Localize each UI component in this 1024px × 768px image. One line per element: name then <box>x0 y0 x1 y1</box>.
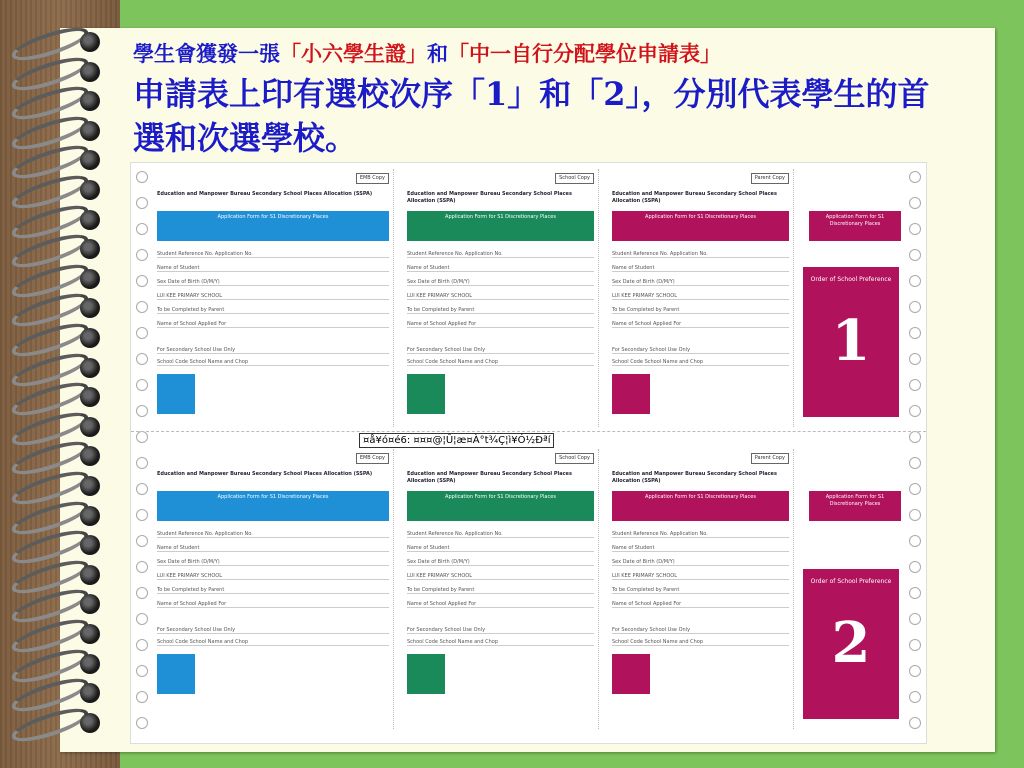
form-field: Student Reference No. Application No. <box>407 531 594 538</box>
spiral-ring <box>10 622 105 646</box>
title-part1: 學生會獲發一張 <box>133 41 280 66</box>
form-field: To be Completed by Parent <box>612 307 789 314</box>
spiral-binding <box>0 30 110 745</box>
perforation-hole <box>136 639 148 651</box>
perforation-hole <box>909 327 921 339</box>
perforation-hole <box>136 353 148 365</box>
perforation-hole <box>136 691 148 703</box>
form-field: Student Reference No. Application No. <box>612 251 789 258</box>
form-field: Student Reference No. Application No. <box>157 251 389 258</box>
form-field: To be Completed by Parent <box>612 587 789 594</box>
perforation-hole <box>909 275 921 287</box>
spiral-ring <box>10 148 105 172</box>
form-copy <box>608 169 794 427</box>
perforation-hole <box>136 379 148 391</box>
application-form-scan <box>130 162 927 744</box>
spiral-ring <box>10 119 105 143</box>
perforation-hole <box>909 509 921 521</box>
form-title: Education and Manpower Bureau Secondary School Places Allocation (SSPA) <box>612 471 777 484</box>
perforation-hole <box>136 665 148 677</box>
form-field: For Secondary School Use Only <box>407 627 594 634</box>
form-field: Student Reference No. Application No. <box>612 531 789 538</box>
perforation-hole <box>909 301 921 313</box>
form-field: Name of Student <box>407 265 594 272</box>
form-field: Name of School Applied For <box>157 601 389 608</box>
perforation-hole <box>136 171 148 183</box>
cut-line <box>131 431 926 432</box>
right-perforation <box>904 163 926 743</box>
form-field: School Code School Name and Chop <box>407 359 594 366</box>
form-field: LUI KEE PRIMARY SCHOOL <box>157 573 389 580</box>
form-field: Sex Date of Birth (D/M/Y) <box>157 279 389 286</box>
form-copy <box>608 449 794 729</box>
preference-label: Order of School Preference <box>810 276 892 283</box>
form-field: Student Reference No. Application No. <box>157 531 389 538</box>
spiral-ring <box>10 60 105 84</box>
copy-stamp: School Copy <box>555 453 594 464</box>
spiral-ring <box>10 474 105 498</box>
parent-copy-side <box>805 169 905 427</box>
form-field: LUI KEE PRIMARY SCHOOL <box>407 293 594 300</box>
perforation-hole <box>909 665 921 677</box>
slide-title <box>133 38 721 68</box>
form-field: Sex Date of Birth (D/M/Y) <box>157 559 389 566</box>
spiral-ring <box>10 533 105 557</box>
form-field: LUI KEE PRIMARY SCHOOL <box>157 293 389 300</box>
form-title: Education and Manpower Bureau Secondary School Places Allocation (SSPA) <box>407 471 572 484</box>
perforation-hole <box>136 717 148 729</box>
form-sheet-second <box>153 449 905 729</box>
perforation-hole <box>136 249 148 261</box>
copy-stamp: Parent Copy <box>751 173 789 184</box>
side-band: Application Form for S1 Discretionary Places <box>809 491 901 521</box>
form-band: Application Form for S1 Discretionary Places <box>157 211 389 241</box>
form-field: Name of School Applied For <box>407 321 594 328</box>
slide-body-text: 申請表上印有選校次序「1」和「2」，分別代表學生的首選和次選學校。 <box>133 75 930 157</box>
perforation-hole <box>136 587 148 599</box>
spiral-ring <box>10 178 105 202</box>
perforation-hole <box>909 483 921 495</box>
form-field: Sex Date of Birth (D/M/Y) <box>407 279 594 286</box>
spiral-ring <box>10 592 105 616</box>
spiral-ring <box>10 415 105 439</box>
perforation-hole <box>909 561 921 573</box>
form-title: Education and Manpower Bureau Secondary School Places Allocation (SSPA) <box>612 191 777 204</box>
form-field: To be Completed by Parent <box>407 587 594 594</box>
form-field: Name of School Applied For <box>612 321 789 328</box>
perforation-hole <box>136 197 148 209</box>
form-field: For Secondary School Use Only <box>157 627 389 634</box>
perforation-hole <box>136 613 148 625</box>
perforation-hole <box>909 535 921 547</box>
copy-stamp: EMB Copy <box>356 173 389 184</box>
perforation-hole <box>909 379 921 391</box>
form-field: For Secondary School Use Only <box>612 627 789 634</box>
form-field: Name of School Applied For <box>407 601 594 608</box>
form-field: LUI KEE PRIMARY SCHOOL <box>612 573 789 580</box>
spiral-ring <box>10 711 105 735</box>
spiral-ring <box>10 444 105 468</box>
perforation-hole <box>909 171 921 183</box>
form-copy <box>153 169 394 427</box>
spiral-ring <box>10 326 105 350</box>
form-field: School Code School Name and Chop <box>612 639 789 646</box>
form-field: Name of Student <box>612 265 789 272</box>
form-field: To be Completed by Parent <box>157 587 389 594</box>
form-field: Name of Student <box>612 545 789 552</box>
form-field: Name of Student <box>407 545 594 552</box>
form-band: Application Form for S1 Discretionary Places <box>157 491 389 521</box>
spiral-ring <box>10 563 105 587</box>
perforation-hole <box>136 509 148 521</box>
copy-stamp: School Copy <box>555 173 594 184</box>
form-title: Education and Manpower Bureau Secondary School Places Allocation (SSPA) <box>407 191 572 204</box>
perforation-hole <box>909 353 921 365</box>
form-field: For Secondary School Use Only <box>612 347 789 354</box>
spiral-ring <box>10 237 105 261</box>
form-field: Name of School Applied For <box>612 601 789 608</box>
form-field: School Code School Name and Chop <box>407 639 594 646</box>
perforation-hole <box>909 197 921 209</box>
spiral-ring <box>10 681 105 705</box>
spiral-ring <box>10 504 105 528</box>
form-sheet-first <box>153 169 905 427</box>
form-field: To be Completed by Parent <box>407 307 594 314</box>
preference-number: 2 <box>831 610 871 676</box>
school-code-box <box>612 374 650 414</box>
perforation-hole <box>136 275 148 287</box>
spiral-ring <box>10 296 105 320</box>
form-field: Sex Date of Birth (D/M/Y) <box>612 559 789 566</box>
perforation-hole <box>909 431 921 443</box>
spiral-ring <box>10 30 105 54</box>
perforation-hole <box>136 457 148 469</box>
spiral-ring <box>10 652 105 676</box>
form-copy <box>403 449 599 729</box>
preference-number: 1 <box>831 308 871 374</box>
form-field: Sex Date of Birth (D/M/Y) <box>612 279 789 286</box>
spiral-ring <box>10 208 105 232</box>
form-field: LUI KEE PRIMARY SCHOOL <box>407 573 594 580</box>
perforation-hole <box>136 483 148 495</box>
school-code-box <box>407 654 445 694</box>
perforation-hole <box>136 301 148 313</box>
perforation-hole <box>136 431 148 443</box>
perforation-hole <box>909 587 921 599</box>
image-caption: ¤å¥ó¤é6: ¤¤¤@¦Û¦æ¤À°t¾Ç¦ì¥Ó½Ðªí <box>359 433 554 448</box>
spiral-ring <box>10 89 105 113</box>
school-code-box <box>157 374 195 414</box>
school-code-box <box>407 374 445 414</box>
spiral-ring <box>10 267 105 291</box>
left-perforation <box>131 163 153 743</box>
parent-copy-side <box>805 449 905 729</box>
form-band: Application Form for S1 Discretionary Places <box>612 491 789 521</box>
perforation-hole <box>909 223 921 235</box>
form-copy <box>403 169 599 427</box>
perforation-hole <box>909 717 921 729</box>
copy-stamp: Parent Copy <box>751 453 789 464</box>
form-title: Education and Manpower Bureau Secondary School Places Allocation (SSPA) <box>157 191 373 197</box>
form-field: School Code School Name and Chop <box>612 359 789 366</box>
title-and: 和 <box>427 41 448 66</box>
perforation-hole <box>909 691 921 703</box>
perforation-hole <box>136 405 148 417</box>
school-code-box <box>612 654 650 694</box>
side-band: Application Form for S1 Discretionary Places <box>809 211 901 241</box>
perforation-hole <box>909 613 921 625</box>
perforation-hole <box>136 327 148 339</box>
form-field: LUI KEE PRIMARY SCHOOL <box>612 293 789 300</box>
form-field: Name of School Applied For <box>157 321 389 328</box>
form-field: School Code School Name and Chop <box>157 639 389 646</box>
form-field: Name of Student <box>157 265 389 272</box>
preference-label: Order of School Preference <box>810 578 892 585</box>
form-field: Name of Student <box>157 545 389 552</box>
form-field: Student Reference No. Application No. <box>407 251 594 258</box>
form-field: For Secondary School Use Only <box>407 347 594 354</box>
title-quote1: 「小六學生證」 <box>280 41 427 66</box>
form-band: Application Form for S1 Discretionary Places <box>407 211 594 241</box>
spiral-ring <box>10 356 105 380</box>
form-band: Application Form for S1 Discretionary Places <box>612 211 789 241</box>
copy-stamp: EMB Copy <box>356 453 389 464</box>
title-quote2: 「中一自行分配學位申請表」 <box>448 41 721 66</box>
perforation-hole <box>909 405 921 417</box>
form-band: Application Form for S1 Discretionary Places <box>407 491 594 521</box>
school-code-box <box>157 654 195 694</box>
perforation-hole <box>136 561 148 573</box>
perforation-hole <box>136 223 148 235</box>
form-copy <box>153 449 394 729</box>
spiral-ring <box>10 385 105 409</box>
perforation-hole <box>909 249 921 261</box>
form-field: For Secondary School Use Only <box>157 347 389 354</box>
perforation-hole <box>136 535 148 547</box>
form-field: To be Completed by Parent <box>157 307 389 314</box>
form-field: School Code School Name and Chop <box>157 359 389 366</box>
perforation-hole <box>909 457 921 469</box>
form-field: Sex Date of Birth (D/M/Y) <box>407 559 594 566</box>
form-title: Education and Manpower Bureau Secondary School Places Allocation (SSPA) <box>157 471 373 477</box>
perforation-hole <box>909 639 921 651</box>
